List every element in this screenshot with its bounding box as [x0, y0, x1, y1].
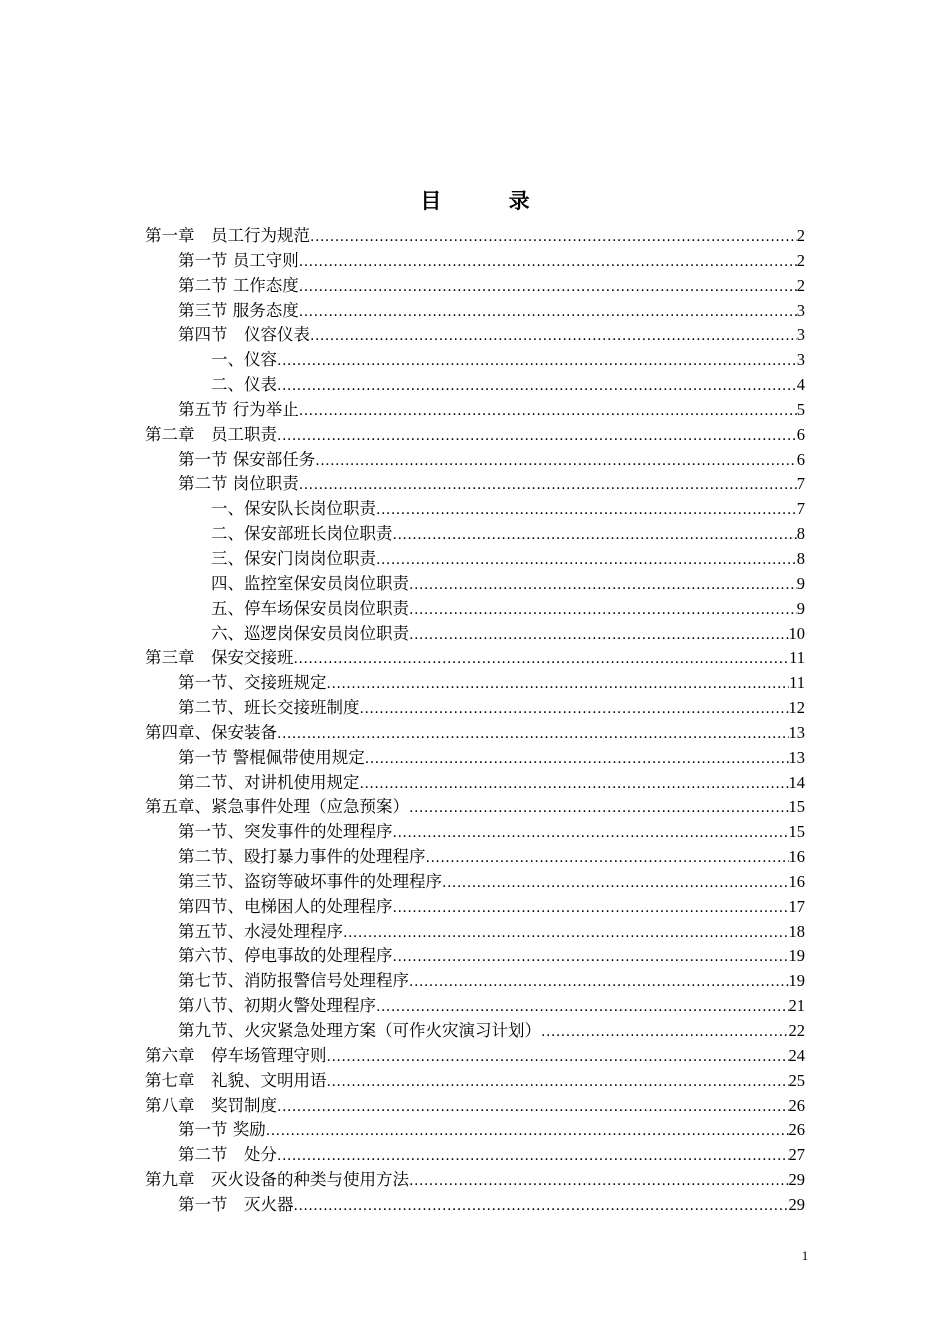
toc-entry[interactable] — [145, 323, 805, 348]
toc-entry[interactable] — [145, 845, 805, 870]
toc-entry-label: 二、保安部班长岗位职责 — [211, 524, 393, 544]
toc-dot-leader — [541, 1020, 789, 1045]
toc-entry-page: 25 — [788, 1070, 805, 1090]
toc-dot-leader — [393, 896, 789, 921]
toc-entry[interactable] — [145, 1094, 805, 1119]
toc-dot-leader — [442, 871, 789, 896]
toc-entry-page: 6 — [796, 424, 805, 444]
toc-dot-leader — [409, 598, 797, 623]
toc-entry-label: 第一节 奖励 — [178, 1120, 266, 1140]
toc-entry-page: 8 — [796, 548, 805, 568]
toc-dot-leader — [299, 473, 797, 498]
toc-entry-page: 24 — [788, 1045, 805, 1065]
toc-entry-label: 第九节、火灾紧急处理方案（可作火灾演习计划） — [178, 1021, 541, 1040]
toc-entry-label: 第三节 服务态度 — [178, 300, 299, 320]
toc-entry-page: 29 — [788, 1194, 805, 1214]
toc-entry[interactable] — [145, 696, 805, 721]
toc-entry[interactable] — [145, 448, 805, 473]
toc-entry[interactable] — [145, 373, 805, 398]
toc-dot-leader — [277, 1144, 789, 1169]
toc-entry-page: 9 — [796, 573, 805, 593]
toc-entry[interactable] — [145, 721, 805, 746]
toc-dot-leader — [299, 399, 797, 424]
toc-entry-page: 10 — [788, 623, 805, 643]
toc-entry-label: 第四章、保安装备 — [145, 722, 277, 742]
toc-entry[interactable] — [145, 920, 805, 945]
toc-dot-leader — [409, 796, 789, 821]
toc-entry-label: 第二节 岗位职责 — [178, 474, 299, 494]
toc-entry-page: 11 — [789, 648, 805, 668]
toc-dot-leader — [426, 846, 789, 871]
toc-entry[interactable] — [145, 1143, 805, 1168]
toc-entry[interactable] — [145, 746, 805, 771]
page-number: 1 — [801, 1248, 809, 1263]
toc-dot-leader — [409, 1169, 789, 1194]
toc-entry-label: 三、保安门岗岗位职责 — [211, 548, 376, 568]
toc-dot-leader — [376, 995, 789, 1020]
toc-entry-page: 7 — [796, 499, 805, 519]
toc-dot-leader — [409, 970, 789, 995]
toc-entry-label: 第一节 保安部任务 — [178, 449, 316, 469]
toc-entry-label: 第二节、殴打暴力事件的处理程序 — [178, 847, 426, 867]
toc-entry-label: 二、仪表 — [211, 375, 277, 395]
toc-entry-label: 第五节 行为举止 — [178, 399, 299, 419]
toc-dot-leader — [376, 498, 797, 523]
toc-dot-leader — [277, 424, 797, 449]
toc-entry-label: 第六节、停电事故的处理程序 — [178, 946, 393, 966]
toc-entry[interactable] — [145, 249, 805, 274]
toc-dot-leader — [360, 772, 789, 797]
toc-entry[interactable] — [145, 497, 805, 522]
toc-entry[interactable] — [145, 771, 805, 796]
toc-entry-page: 4 — [796, 375, 805, 395]
toc-entry[interactable] — [145, 472, 805, 497]
toc-dot-leader — [310, 225, 797, 250]
toc-entry-label: 第一节 员工守则 — [178, 250, 299, 270]
toc-entry-page: 16 — [788, 871, 805, 891]
toc-dot-leader — [393, 821, 789, 846]
toc-entry-page: 3 — [796, 350, 805, 370]
toc-entry-label: 第五节、水浸处理程序 — [178, 921, 343, 941]
toc-dot-leader — [365, 747, 789, 772]
toc-entry-page: 9 — [796, 598, 805, 618]
toc-entry-page: 2 — [796, 226, 805, 245]
toc-dot-leader — [327, 672, 790, 697]
toc-entry[interactable] — [145, 423, 805, 448]
toc-entry-page: 13 — [788, 722, 805, 742]
toc-dot-leader — [277, 1095, 789, 1120]
toc-entry-label: 一、保安队长岗位职责 — [211, 499, 376, 519]
toc-dot-leader — [409, 623, 789, 648]
toc-entry-page: 21 — [788, 996, 805, 1016]
toc-entry-page: 16 — [788, 847, 805, 867]
toc-dot-leader — [277, 349, 797, 374]
toc-entry-page: 3 — [796, 325, 805, 345]
toc-entry-page: 6 — [796, 449, 805, 469]
toc-entry-label: 第八章 奖罚制度 — [145, 1095, 277, 1115]
toc-entry-label: 第三节、盗窃等破坏事件的处理程序 — [178, 871, 442, 891]
toc-dot-leader — [393, 523, 797, 548]
toc-entry[interactable] — [145, 299, 805, 324]
toc-dot-leader — [393, 945, 789, 970]
toc-entry-page: 29 — [788, 1170, 805, 1190]
toc-entry-label: 第七章 礼貌、文明用语 — [145, 1070, 327, 1090]
toc-entry[interactable] — [145, 1193, 805, 1218]
toc-entry-page: 13 — [788, 747, 805, 767]
toc-entry[interactable] — [145, 572, 805, 597]
toc-entry-label: 第二节 处分 — [178, 1145, 277, 1165]
toc-entry-page: 14 — [788, 772, 805, 792]
toc-dot-leader — [343, 921, 789, 946]
toc-entry-label: 五、停车场保安员岗位职责 — [211, 598, 409, 618]
toc-entry-label: 第一章 员工行为规范 — [145, 226, 310, 245]
toc-entry-label: 第四节、电梯困人的处理程序 — [178, 896, 393, 916]
toc-entry-label: 六、巡逻岗保安员岗位职责 — [211, 623, 409, 643]
toc-entry-label: 第九章 灭火设备的种类与使用方法 — [145, 1170, 409, 1190]
toc-entry-page: 2 — [796, 250, 805, 270]
toc-entry[interactable] — [145, 622, 805, 647]
toc-entry-page: 19 — [788, 971, 805, 991]
toc-entry[interactable] — [145, 895, 805, 920]
toc-entry-label: 第六章 停车场管理守则 — [145, 1045, 327, 1065]
toc-entry-page: 11 — [789, 673, 805, 693]
toc-entry[interactable] — [145, 671, 805, 696]
toc-entry-label: 第二章 员工职责 — [145, 424, 277, 444]
toc-entry-label: 四、监控室保安员岗位职责 — [211, 573, 409, 593]
toc-entry-label: 第一节 警棍佩带使用规定 — [178, 747, 365, 767]
toc-entry-page: 22 — [788, 1021, 805, 1040]
toc-entry[interactable] — [145, 1044, 805, 1069]
toc-dot-leader — [327, 1070, 789, 1095]
toc-dot-leader — [360, 697, 789, 722]
toc-entry-page: 2 — [796, 275, 805, 295]
toc-dot-leader — [310, 324, 797, 349]
toc-entry[interactable] — [145, 597, 805, 622]
toc-entry[interactable] — [145, 274, 805, 299]
toc-entry[interactable] — [145, 547, 805, 572]
toc-dot-leader — [299, 275, 797, 300]
toc-dot-leader — [294, 647, 790, 672]
toc-entry-label: 第一节 灭火器 — [178, 1194, 294, 1214]
toc-entry-page: 19 — [788, 946, 805, 966]
toc-dot-leader — [299, 250, 797, 275]
toc-entry-page: 5 — [796, 399, 805, 419]
toc-entry[interactable] — [145, 348, 805, 373]
toc-entry-page: 26 — [788, 1095, 805, 1115]
toc-entry[interactable] — [145, 1069, 805, 1094]
toc-entry[interactable] — [145, 398, 805, 423]
toc-entry-label: 第二节、班长交接班制度 — [178, 698, 360, 718]
toc-dot-leader — [277, 374, 797, 399]
toc-dot-leader — [294, 1194, 789, 1219]
toc-entry[interactable] — [145, 994, 805, 1019]
toc-entry-label: 第二节、对讲机使用规定 — [178, 772, 360, 792]
toc-entry[interactable] — [145, 969, 805, 994]
toc-entry[interactable] — [145, 1168, 805, 1193]
toc-entry[interactable] — [145, 1019, 805, 1044]
toc-dot-leader — [327, 1045, 789, 1070]
toc-entry-label: 第五章、紧急事件处理（应急预案） — [145, 797, 409, 817]
toc-entry-page: 15 — [788, 797, 805, 817]
toc-entry-page: 26 — [788, 1120, 805, 1140]
toc-entry-label: 一、仪容 — [211, 350, 277, 370]
toc-entry[interactable] — [145, 224, 805, 249]
toc-entry-label: 第七节、消防报警信号处理程序 — [178, 971, 409, 991]
toc-dot-leader — [277, 722, 789, 747]
toc-entry[interactable] — [145, 820, 805, 845]
toc-entry-page: 15 — [788, 822, 805, 842]
toc-entry-label: 第二节 工作态度 — [178, 275, 299, 295]
table-of-contents — [145, 224, 805, 1218]
toc-dot-leader — [315, 449, 797, 474]
toc-dot-leader — [376, 548, 797, 573]
toc-entry[interactable] — [145, 1118, 805, 1143]
toc-entry-page: 12 — [788, 698, 805, 718]
toc-entry[interactable] — [145, 522, 805, 547]
toc-entry-label: 第三章 保安交接班 — [145, 648, 294, 668]
toc-entry-page: 27 — [788, 1145, 805, 1165]
toc-entry[interactable] — [145, 646, 805, 671]
toc-dot-leader — [299, 300, 797, 325]
toc-entry-label: 第一节、突发事件的处理程序 — [178, 822, 393, 842]
toc-entry-label: 第四节 仪容仪表 — [178, 325, 310, 345]
toc-entry[interactable] — [145, 795, 805, 820]
toc-entry-page: 7 — [796, 474, 805, 494]
toc-entry-label: 第八节、初期火警处理程序 — [178, 996, 376, 1016]
toc-entry-label: 第一节、交接班规定 — [178, 673, 327, 693]
toc-title: 目 录 — [420, 189, 560, 213]
toc-dot-leader — [409, 573, 797, 598]
toc-entry-page: 3 — [796, 300, 805, 320]
toc-entry[interactable] — [145, 870, 805, 895]
toc-entry-page: 8 — [796, 524, 805, 544]
toc-entry[interactable] — [145, 944, 805, 969]
toc-entry-page: 18 — [788, 921, 805, 941]
toc-dot-leader — [266, 1119, 789, 1144]
toc-entry-page: 17 — [788, 896, 805, 916]
